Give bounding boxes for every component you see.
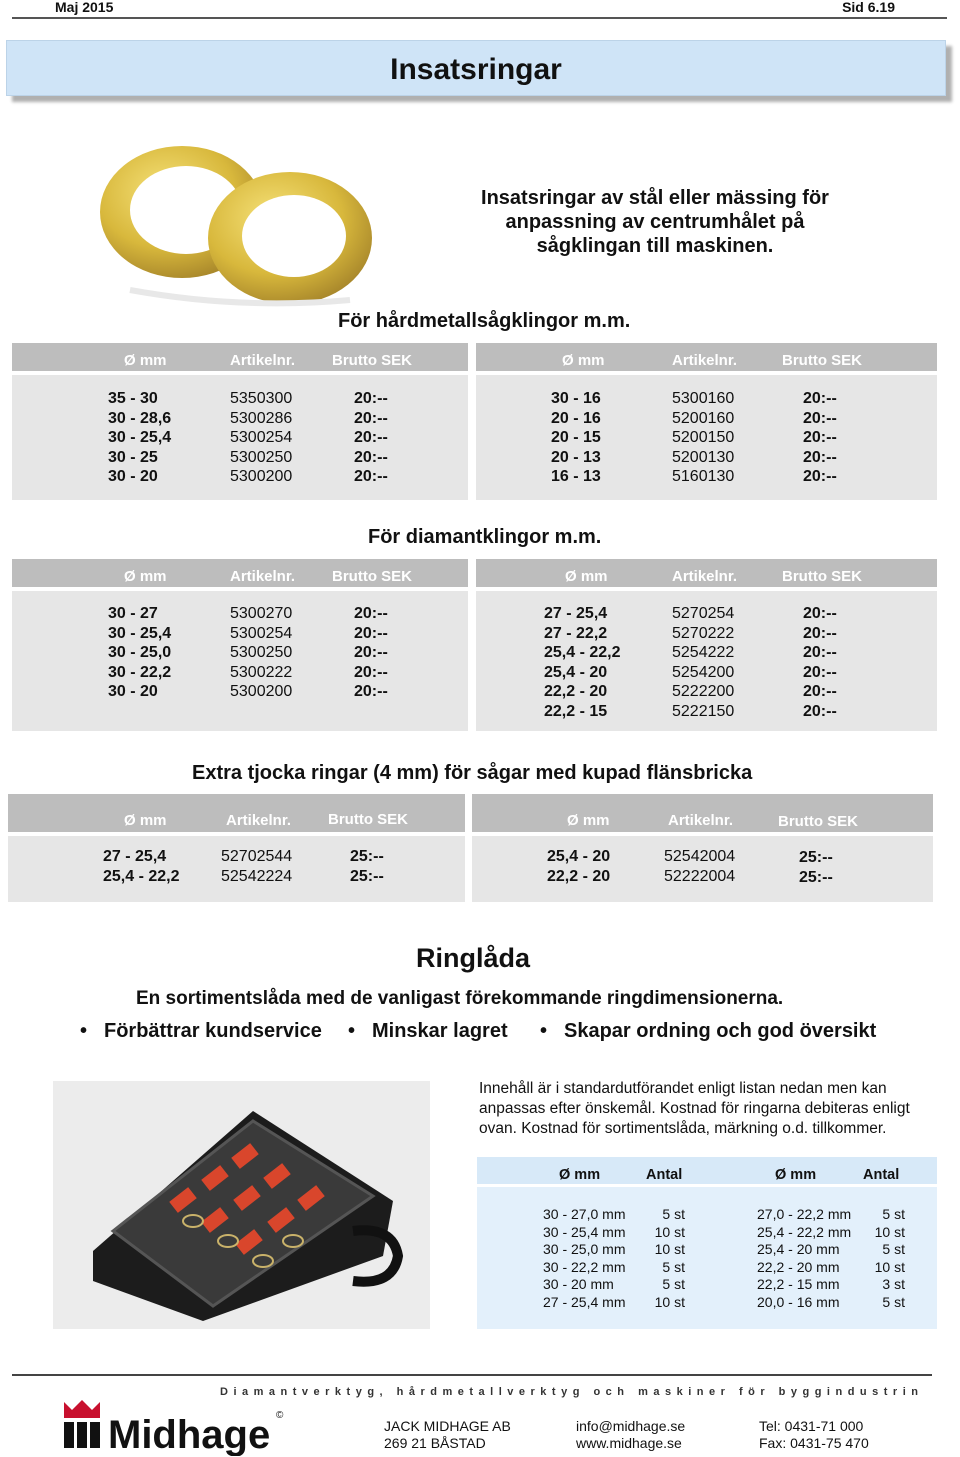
- table-header: [8, 794, 465, 836]
- price-table-thick-right: [472, 794, 933, 902]
- product-description: [470, 186, 840, 258]
- table-cell: 5300160: [672, 390, 735, 407]
- table-cell: 22,2 - 15 mm: [757, 1276, 840, 1292]
- table-cell: 20 - 16: [551, 409, 601, 427]
- diameter-column: [544, 604, 621, 722]
- table-header: [477, 1157, 937, 1187]
- article-column: [672, 604, 734, 722]
- col-header-article: Artikelnr.: [230, 568, 296, 585]
- table-cell: 20:--: [803, 390, 837, 407]
- table-cell: 20:--: [354, 644, 388, 662]
- col-header-diameter: Ø mm: [124, 352, 167, 369]
- info-line: ovan. Kostnad för sortimentslåda, märkning o.d. tillkommer.: [479, 1120, 887, 1137]
- table-cell: 20:--: [803, 448, 837, 466]
- section-heading-hardmetal: För hårdmetallsågklingor m.m.: [338, 310, 631, 332]
- col-header-diameter: Ø mm: [559, 1167, 601, 1183]
- table-cell: 5 st: [882, 1293, 905, 1310]
- table-cell: 25:--: [350, 848, 384, 865]
- email-link[interactable]: info@midhage.se: [576, 1418, 686, 1434]
- table-cell: 5300200: [230, 468, 293, 486]
- table-cell: 35 - 30: [108, 390, 158, 407]
- col-header-diameter: Ø mm: [124, 812, 167, 829]
- table-cell: 20,0 - 16 mm: [757, 1293, 840, 1310]
- table-cell: 30 - 27,0 mm: [543, 1206, 626, 1222]
- price-column: [803, 389, 837, 487]
- title-banner: [6, 40, 946, 96]
- price-table-hardmetal-right: [476, 343, 937, 500]
- brass-rings-image: [90, 140, 390, 310]
- table-cell: 5300286: [230, 409, 293, 427]
- header-divider: [12, 17, 947, 19]
- col-header-diameter: Ø mm: [567, 812, 610, 829]
- col-header-diameter: Ø mm: [565, 568, 608, 585]
- description-line: Insatsringar av stål eller mässing för: [481, 187, 829, 209]
- table-cell: 20:--: [354, 448, 388, 466]
- col-header-quantity: Antal: [646, 1167, 683, 1183]
- section-heading-diamond: För diamantklingor m.m.: [368, 526, 602, 548]
- bullet-item: [80, 1020, 322, 1043]
- table-cell: 5200160: [672, 409, 735, 427]
- table-cell: 30 - 22,2 mm: [543, 1258, 626, 1275]
- header-page-number: Sid 6.19: [842, 0, 895, 15]
- col-header-diameter: Ø mm: [124, 568, 167, 585]
- table-cell: 30 - 25,0: [108, 644, 172, 662]
- company-address: 269 21 BÅSTAD: [384, 1435, 486, 1451]
- bullet-text: Förbättrar kundservice: [104, 1020, 322, 1042]
- price-column: [803, 604, 837, 722]
- table-cell: 5222200: [672, 683, 735, 701]
- table-cell: 27 - 25,4: [544, 605, 608, 622]
- table-cell: 5300250: [230, 448, 293, 466]
- table-cell: 27 - 25,4: [103, 848, 167, 865]
- diameter-column: [543, 1206, 625, 1311]
- description-line: anpassning av centrumhålet på: [505, 211, 805, 233]
- price-column: [799, 848, 833, 887]
- footer-divider: [12, 1374, 932, 1376]
- ringlada-info-text: [479, 1079, 937, 1139]
- col-header-article: Artikelnr.: [672, 352, 738, 369]
- table-header: [12, 559, 468, 591]
- table-cell: 5222150: [672, 702, 735, 720]
- table-cell: 30 - 25,4 mm: [543, 1223, 626, 1240]
- table-cell: 5254222: [672, 644, 735, 662]
- bullet-item: [540, 1020, 877, 1043]
- article-column: [672, 389, 734, 487]
- table-cell: 22,2 - 20 mm: [757, 1258, 840, 1275]
- table-cell: 5300254: [230, 624, 293, 642]
- col-header-price: Brutto SEK: [782, 568, 862, 585]
- diameter-column: [103, 847, 180, 886]
- page-title: Insatsringar: [390, 53, 562, 86]
- price-table-diamond-right: [476, 559, 937, 731]
- price-table-thick-left: [8, 794, 465, 902]
- fax-number: Fax: 0431-75 470: [759, 1435, 869, 1451]
- table-cell: 20:--: [354, 663, 388, 681]
- table-cell: 20:--: [803, 644, 837, 662]
- col-header-quantity: Antal: [863, 1167, 900, 1183]
- table-header: [12, 343, 468, 375]
- midhage-logo: [62, 1398, 292, 1456]
- table-cell: 5300250: [230, 644, 293, 662]
- table-cell: 30 - 27: [108, 605, 158, 622]
- table-cell: 52542224: [221, 867, 293, 885]
- table-cell: 20:--: [354, 390, 388, 407]
- table-cell: 25:--: [799, 849, 833, 866]
- table-cell: 20:--: [803, 468, 837, 486]
- diameter-column: [757, 1206, 851, 1311]
- article-column: [664, 847, 735, 886]
- col-header-price: Brutto SEK: [778, 813, 858, 830]
- table-cell: 27,0 - 22,2 mm: [757, 1206, 852, 1222]
- table-cell: 20:--: [803, 429, 837, 447]
- website-link[interactable]: www.midhage.se: [576, 1435, 682, 1451]
- table-header: [472, 794, 933, 836]
- table-cell: 5 st: [662, 1276, 685, 1292]
- table-cell: 5200130: [672, 448, 735, 466]
- section-heading-thick-rings: Extra tjocka ringar (4 mm) för sågar med kupad flänsbricka: [192, 762, 753, 784]
- table-cell: 16 - 13: [551, 468, 601, 486]
- table-cell: 10 st: [874, 1258, 905, 1275]
- table-header: [476, 343, 937, 375]
- table-cell: 25,4 - 22,2 mm: [757, 1223, 852, 1240]
- bullet-text: Skapar ordning och god översikt: [564, 1020, 877, 1042]
- table-cell: 20:--: [803, 663, 837, 681]
- table-cell: 25,4 - 20: [544, 663, 608, 681]
- table-cell: 5 st: [882, 1206, 905, 1222]
- footer-contact-online: [576, 1418, 685, 1452]
- assortment-contents-table: [477, 1157, 937, 1329]
- footer-contact-phone: [759, 1418, 869, 1452]
- table-cell: 5300222: [230, 663, 293, 681]
- table-cell: 20 - 13: [551, 448, 601, 466]
- col-header-article: Artikelnr.: [230, 352, 296, 369]
- table-cell: 30 - 20: [108, 683, 158, 701]
- table-cell: 20:--: [803, 702, 837, 720]
- table-cell: 10 st: [874, 1223, 905, 1240]
- col-header-price: Brutto SEK: [332, 568, 412, 585]
- quantity-column: [871, 1206, 905, 1311]
- table-cell: 25:--: [799, 868, 833, 886]
- diameter-column: [108, 604, 171, 702]
- table-cell: 20:--: [354, 683, 388, 701]
- company-name: JACK MIDHAGE AB: [384, 1418, 511, 1434]
- col-header-article: Artikelnr.: [668, 812, 734, 829]
- table-cell: 3 st: [882, 1276, 905, 1292]
- info-line: Innehåll är i standardutförandet enligt listan nedan men kan: [479, 1080, 887, 1097]
- table-cell: 25,4 - 20: [547, 848, 611, 865]
- col-header-article: Artikelnr.: [226, 812, 292, 829]
- table-cell: 22,2 - 15: [544, 702, 608, 720]
- quantity-column: [653, 1206, 685, 1311]
- table-cell: 10 st: [654, 1241, 685, 1257]
- bullet-item: [348, 1020, 508, 1043]
- price-column: [354, 604, 388, 702]
- logo-wordmark: Midhage: [108, 1413, 271, 1456]
- header-date: Maj 2015: [55, 0, 114, 15]
- table-cell: 20:--: [354, 409, 388, 427]
- assortment-box-image: [53, 1081, 430, 1329]
- article-column: [221, 847, 292, 886]
- table-cell: 25,4 - 20 mm: [757, 1241, 840, 1257]
- table-cell: 30 - 20: [108, 468, 158, 486]
- table-cell: 5160130: [672, 468, 735, 486]
- table-cell: 20:--: [803, 605, 837, 622]
- bullet-text: Minskar lagret: [372, 1020, 508, 1042]
- table-header: [476, 559, 937, 591]
- table-cell: 30 - 22,2: [108, 663, 172, 681]
- table-cell: 20:--: [803, 624, 837, 642]
- table-cell: 22,2 - 20: [544, 683, 608, 701]
- table-cell: 5270222: [672, 624, 735, 642]
- table-cell: 20:--: [354, 605, 388, 622]
- table-cell: 5300200: [230, 683, 293, 701]
- table-cell: 5350300: [230, 390, 293, 407]
- col-header-price: Brutto SEK: [328, 811, 408, 828]
- info-line: anpassas efter önskemål. Kostnad för ringarna debiteras enligt: [479, 1100, 910, 1117]
- table-cell: 5300254: [230, 429, 293, 447]
- table-cell: 20 - 15: [551, 429, 601, 447]
- phone-number: Tel: 0431-71 000: [759, 1418, 864, 1434]
- table-cell: 25,4 - 22,2: [103, 867, 180, 885]
- table-cell: 20:--: [354, 429, 388, 447]
- col-header-price: Brutto SEK: [782, 352, 862, 369]
- price-column: [350, 847, 384, 886]
- table-cell: 10 st: [654, 1293, 685, 1310]
- table-cell: 30 - 28,6: [108, 409, 172, 427]
- table-cell: 5300270: [230, 605, 293, 622]
- diameter-column: [547, 847, 610, 886]
- table-cell: 25,4 - 22,2: [544, 644, 621, 662]
- price-column: [354, 389, 388, 487]
- ringlada-subtitle: En sortimentslåda med de vanligast förekommande ringdimensionerna.: [136, 988, 784, 1009]
- page-header: [0, 0, 960, 20]
- table-cell: 10 st: [654, 1223, 685, 1240]
- table-cell: 30 - 25: [108, 448, 158, 466]
- table-cell: 30 - 20 mm: [543, 1276, 614, 1292]
- table-cell: 5270254: [672, 605, 735, 622]
- table-cell: 52542004: [664, 848, 736, 865]
- bullet-icon: •: [348, 1020, 356, 1042]
- table-cell: 30 - 25,0 mm: [543, 1241, 626, 1257]
- table-cell: 30 - 16: [551, 390, 601, 407]
- table-cell: 27 - 25,4 mm: [543, 1293, 626, 1310]
- table-cell: 5200150: [672, 429, 735, 447]
- footer-tagline: Diamantverktyg, hårdmetallverktyg och maskiner för byggindustrin: [220, 1386, 924, 1398]
- table-cell: 20:--: [803, 683, 837, 701]
- table-cell: 27 - 22,2: [544, 624, 608, 642]
- table-cell: 20:--: [354, 624, 388, 642]
- col-header-diameter: Ø mm: [562, 352, 605, 369]
- table-cell: 5 st: [662, 1206, 685, 1222]
- col-header-article: Artikelnr.: [672, 568, 738, 585]
- table-cell: 20:--: [354, 468, 388, 486]
- table-cell: 20:--: [803, 409, 837, 427]
- article-column: [230, 604, 292, 702]
- diameter-column: [551, 389, 601, 487]
- table-cell: 5254200: [672, 663, 735, 681]
- bullet-icon: •: [540, 1020, 548, 1042]
- description-line: sågklingan till maskinen.: [536, 235, 774, 257]
- price-table-hardmetal-left: [12, 343, 468, 500]
- table-cell: 52702544: [221, 848, 293, 865]
- diameter-column: [108, 389, 171, 487]
- table-cell: 30 - 25,4: [108, 624, 172, 642]
- svg-text:©: ©: [276, 1410, 284, 1421]
- table-cell: 22,2 - 20: [547, 867, 611, 885]
- table-cell: 30 - 25,4: [108, 429, 172, 447]
- bullet-icon: •: [80, 1020, 88, 1042]
- footer-company: [384, 1418, 511, 1452]
- table-cell: 5 st: [662, 1258, 685, 1275]
- col-header-diameter: Ø mm: [775, 1167, 817, 1183]
- table-cell: 5 st: [882, 1241, 905, 1257]
- table-cell: 52222004: [664, 867, 736, 885]
- price-table-diamond-left: [12, 559, 468, 731]
- article-column: [230, 389, 292, 487]
- table-cell: 25:--: [350, 867, 384, 885]
- ringlada-heading: Ringlåda: [415, 943, 530, 973]
- col-header-price: Brutto SEK: [332, 352, 412, 369]
